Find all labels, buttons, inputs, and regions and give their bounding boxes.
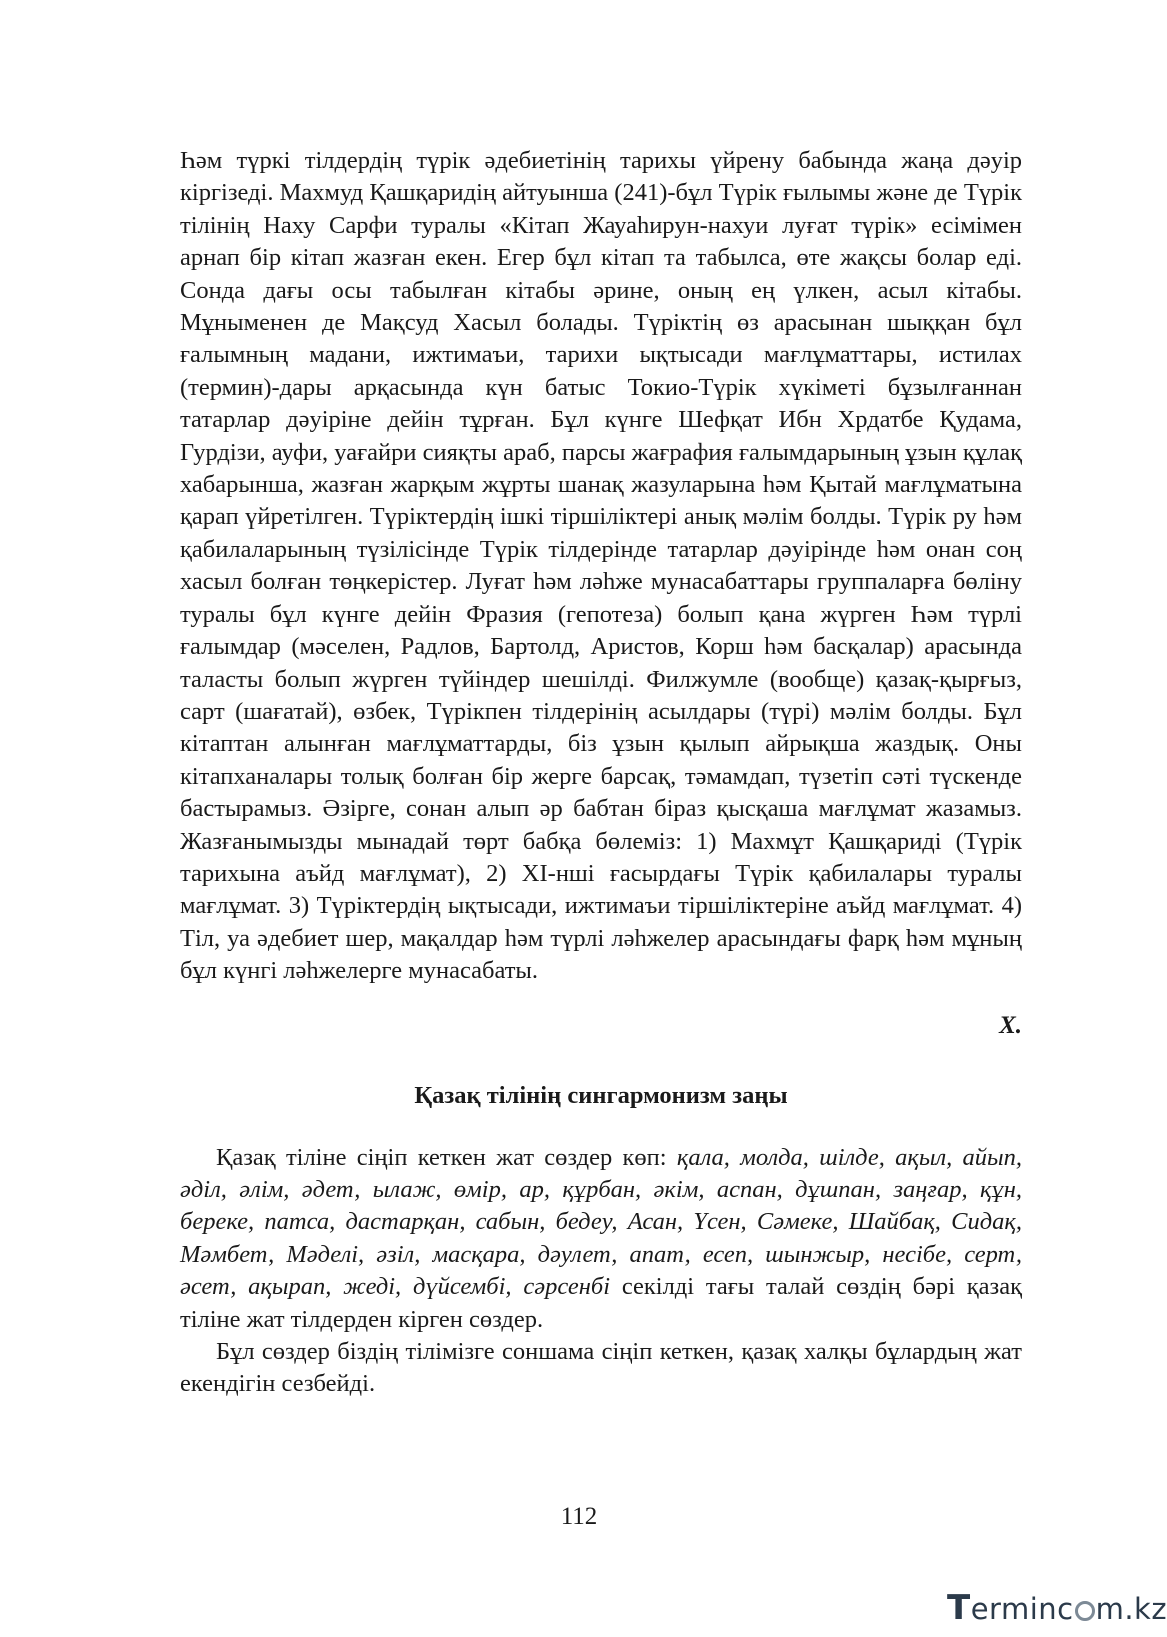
paragraph-2-outro: секілді тағы талай сөздің бәрі қазақ тіліне жат тілдерден кірген сөздер. (180, 1273, 1023, 1333)
watermark-ring-icon (1075, 1601, 1095, 1621)
paragraph-1: Һәм түркі тілдердің түрік әдебиетінің тарихы үйрену бабында жаңа дәуір кіргізеді. Махмуд Қашқаридің айтуынша (241)-бұл Түрік ғылымы және де Түрік тілінің Наху Сарфи туралы «Кітап Жауаһирун-нахуи луғат түрік» есімімен арнап бір кітап жазған екен. Егер бұл кітап та табылса, өте жақсы болар еді. Сонда дағы осы табылған кітабы әрине, оның ең үлкен, асыл кітабы. Мұныменен де Мақсуд Хасыл болады. Түріктің өз арасынан шыққан бұл ғалымның мадани, ижтимаъи, тарихи ықтысади мағлұматтары, истилах (термин)-дары арқасында күн батыс Токио-Түрік хүкіметі бұзылғаннан татарлар дәуіріне дейін тұрған. Бұл күнге Шефқат Ибн Хрдатбе Қудама, Гурдізи, ауфи, уағайри сияқты араб, парсы жағрафия ғалымдарының ұзын құлақ хабарынша, жазған жарқым жұрты шанақ жазуларына һәм Қытай мағлұматына қарап үйретілген. Түріктердің ішкі тіршіліктері анық мәлім болды. Түрік ру һәм қабилаларының түзілісінде Түрік тілдерінде татарлар дәуірінде һәм онан соң хасыл болған төңкерістер. Луғат һәм ләһже мунасабаттары группаларға бөліну туралы бұл күнге дейін Фразия (гепотеза) болып қана жүрген Һәм түрлі ғалымдар (мәселен, Радлов, Бартолд, Аристов, Корш һәм басқалар) арасында таласты болып жүрген түйіндер шешілді. Филжумле (вообще) қазақ-қырғыз, сарт (шағатай), өзбек, Түрікпен тілдерінің асылдары (түрі) мәлім болды. Бұл кітаптан алынған мағлұматтарды, біз ұзын қылып айрықша жаздық. Оны кітапханалары толық болған бір жерге барсақ, тәмамдап, түзетіп сәті түскенде бастырамыз. Әзірге, сонан алып әр бабтан біраз қысқаша мағлұмат жазамыз. Жазғанымызды мынадай төрт бабқа бөлеміз: 1) Махмұт Қашқариді (Түрік тарихына аъйд мағлұмат), 2) XI-нші ғасырдағы Түрік қабилалары туралы мағлұмат. 3) Түріктердің ықтысади, ижтимаъи тіршіліктеріне аъйд мағлұмат. 4) Тіл, уа әдебиет шер, мақалдар һәм түрлі ләһжелер арасындағы фарқ һәм мұның бұл күнгі ләһжелерге мунасабаты. (180, 147, 1022, 985)
paragraph-3: Бұл сөздер біздің тілімізге соншама сіңіп кеткен, қазақ халқы бұлардың жат екендігін сезбейді. (180, 1338, 1022, 1398)
paragraph-2-examples: қала, молда, шілде, ақыл, айып, әділ, әлім, әдет, ылаж, өмір, ар, құрбан, әкім, аспан, дұшпан, заңғар, құн, береке, патса, дастарқан, сабын, бедеу, Асан, Үсен, Сәмеке, Шайбақ, Сидақ, Мәмбет, Мәделі, әзіл, масқара, дәулет, апат, есеп, шынжыр, несібе, серт, әсет, ақырап, жеді, дүйсембі, сәрсенбі (180, 1143, 1022, 1301)
watermark-text-middle: erminc (970, 1592, 1074, 1626)
watermark-text-end: m.kz (1095, 1592, 1167, 1626)
section-marker: X. (999, 1011, 1022, 1039)
paragraph-2 (180, 1142, 1022, 1336)
watermark-letter-t: T (947, 1588, 971, 1628)
section-title: Қазақ тілінің сингармонизм заңы (414, 1081, 788, 1109)
page-number: 112 (560, 1503, 598, 1530)
paragraph-2-intro: Қазақ тіліне сіңіп кеткен жат сөздер көп: (216, 1143, 677, 1171)
page-content (180, 145, 1022, 1401)
watermark-logo (947, 1588, 1167, 1628)
